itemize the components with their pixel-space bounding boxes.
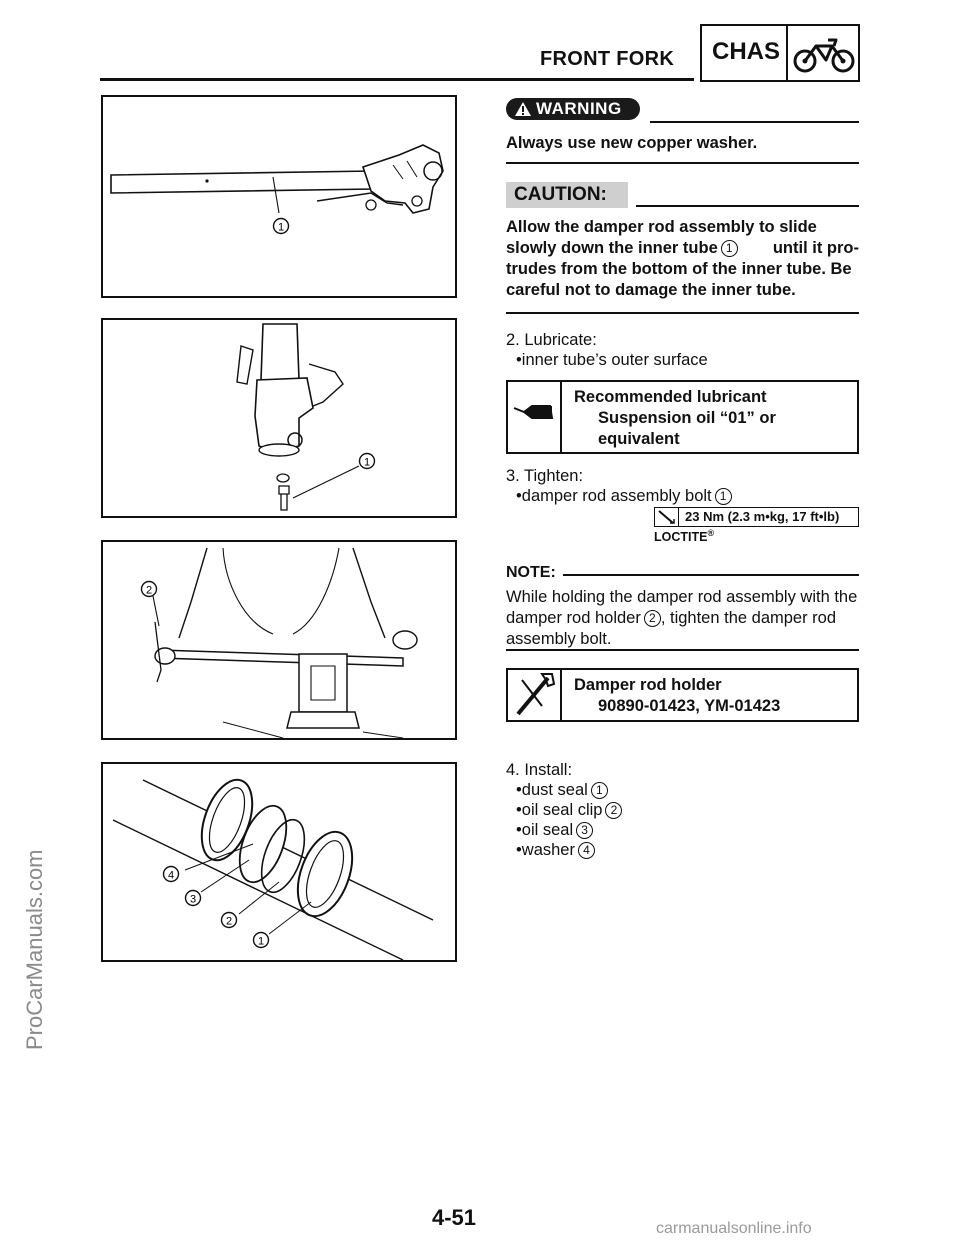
note-line-2: damper rod holder 2 , tighten the damper rod — [506, 609, 837, 627]
step-4-item: •oil seal clip 2 — [516, 800, 869, 821]
chapter-divider — [786, 26, 788, 80]
tool-part-number: 90890-01423, YM-01423 — [598, 697, 781, 715]
caution-badge — [506, 182, 628, 208]
step-4-item: •dust seal 1 — [516, 780, 869, 801]
lubricant-line-1: Suspension oil “01” or — [598, 409, 776, 427]
ref-circle: 2 — [644, 610, 661, 627]
oil-can-icon — [508, 382, 560, 452]
lubricant-spec-box — [506, 380, 859, 454]
ref-circle: 1 — [715, 488, 732, 505]
torque-value: 23 Nm (2.3 m•kg, 17 ft•lb) — [685, 509, 840, 524]
chapter-label: CHAS — [712, 38, 781, 65]
caution-line-1: Allow the damper rod assembly to slide — [506, 218, 817, 236]
ref-circle: 4 — [578, 842, 595, 859]
note-rule-top — [563, 574, 859, 576]
warning-rule-bottom — [506, 162, 859, 164]
motorcycle-icon — [792, 34, 856, 76]
caution-line-4: careful not to damage the inner tube. — [506, 281, 796, 299]
registered-mark: ® — [707, 528, 715, 538]
ref-circle: 1 — [721, 240, 738, 257]
callout-3: 3 — [189, 893, 197, 906]
warning-badge — [506, 98, 640, 120]
caution-line-2: slowly down the inner tube 1 until it pro- — [506, 239, 859, 257]
page-number: 4-51 — [432, 1205, 477, 1230]
note-rule-bottom — [506, 649, 859, 651]
ref-circle: 1 — [591, 782, 608, 799]
ref-circle: 2 — [605, 802, 622, 819]
callout-1: 1 — [257, 935, 265, 948]
warning-text: Always use new copper washer. — [506, 134, 758, 152]
torque-spec — [654, 507, 859, 527]
callout-4: 4 — [167, 869, 175, 882]
step-2-title: 2. Lubricate: — [506, 331, 597, 349]
chapter-box — [700, 24, 860, 82]
callout-2: 2 — [145, 584, 153, 597]
figure-damper-rod-bolt — [101, 318, 457, 518]
warning-rule-top — [650, 121, 859, 123]
step-4-item: •washer 4 — [516, 840, 869, 861]
tool-name: Damper rod holder — [574, 676, 722, 694]
caution-rule-bottom — [506, 312, 859, 314]
bottom-watermark: carmanualsonline.info — [656, 1220, 812, 1237]
figure-seal-stack — [101, 762, 457, 962]
caution-text — [506, 217, 859, 301]
special-tool-box — [506, 668, 859, 722]
section-title: FRONT FORK — [540, 48, 675, 70]
callout-2: 2 — [225, 915, 233, 928]
step-2-item: •inner tube’s outer surface — [516, 351, 708, 369]
callout-1: 1 — [363, 456, 371, 469]
figure-inner-tube — [101, 95, 457, 298]
ref-circle: 3 — [576, 822, 593, 839]
step-4-title: 4. Install: — [506, 761, 573, 779]
loctite-label: LOCTITE® — [654, 528, 715, 545]
step-4-item: •oil seal 3 — [516, 820, 869, 841]
side-watermark: ProCarManuals.com — [22, 849, 47, 1050]
caution-label: CAUTION: — [514, 184, 607, 205]
callout-1: 1 — [277, 221, 285, 234]
torque-wrench-icon — [655, 508, 677, 526]
lubricant-line-2: equivalent — [598, 430, 680, 448]
note-text — [506, 587, 859, 650]
special-tool-icon — [508, 670, 560, 720]
note-label: NOTE: — [506, 564, 556, 581]
header-rule — [100, 78, 694, 81]
caution-line-3: trudes from the bottom of the inner tube. Be — [506, 260, 852, 278]
step-3-title: 3. Tighten: — [506, 467, 584, 485]
note-line-3: assembly bolt. — [506, 630, 612, 648]
figure-damper-rod-holder — [101, 540, 457, 740]
step-3-item: •damper rod assembly bolt 1 — [516, 486, 869, 507]
caution-rule-top — [636, 205, 859, 207]
lubricant-heading: Recommended lubricant — [574, 388, 767, 406]
warning-triangle-icon — [514, 101, 532, 117]
note-line-1: While holding the damper rod assembly with the — [506, 588, 858, 606]
warning-label: WARNING — [536, 99, 622, 118]
